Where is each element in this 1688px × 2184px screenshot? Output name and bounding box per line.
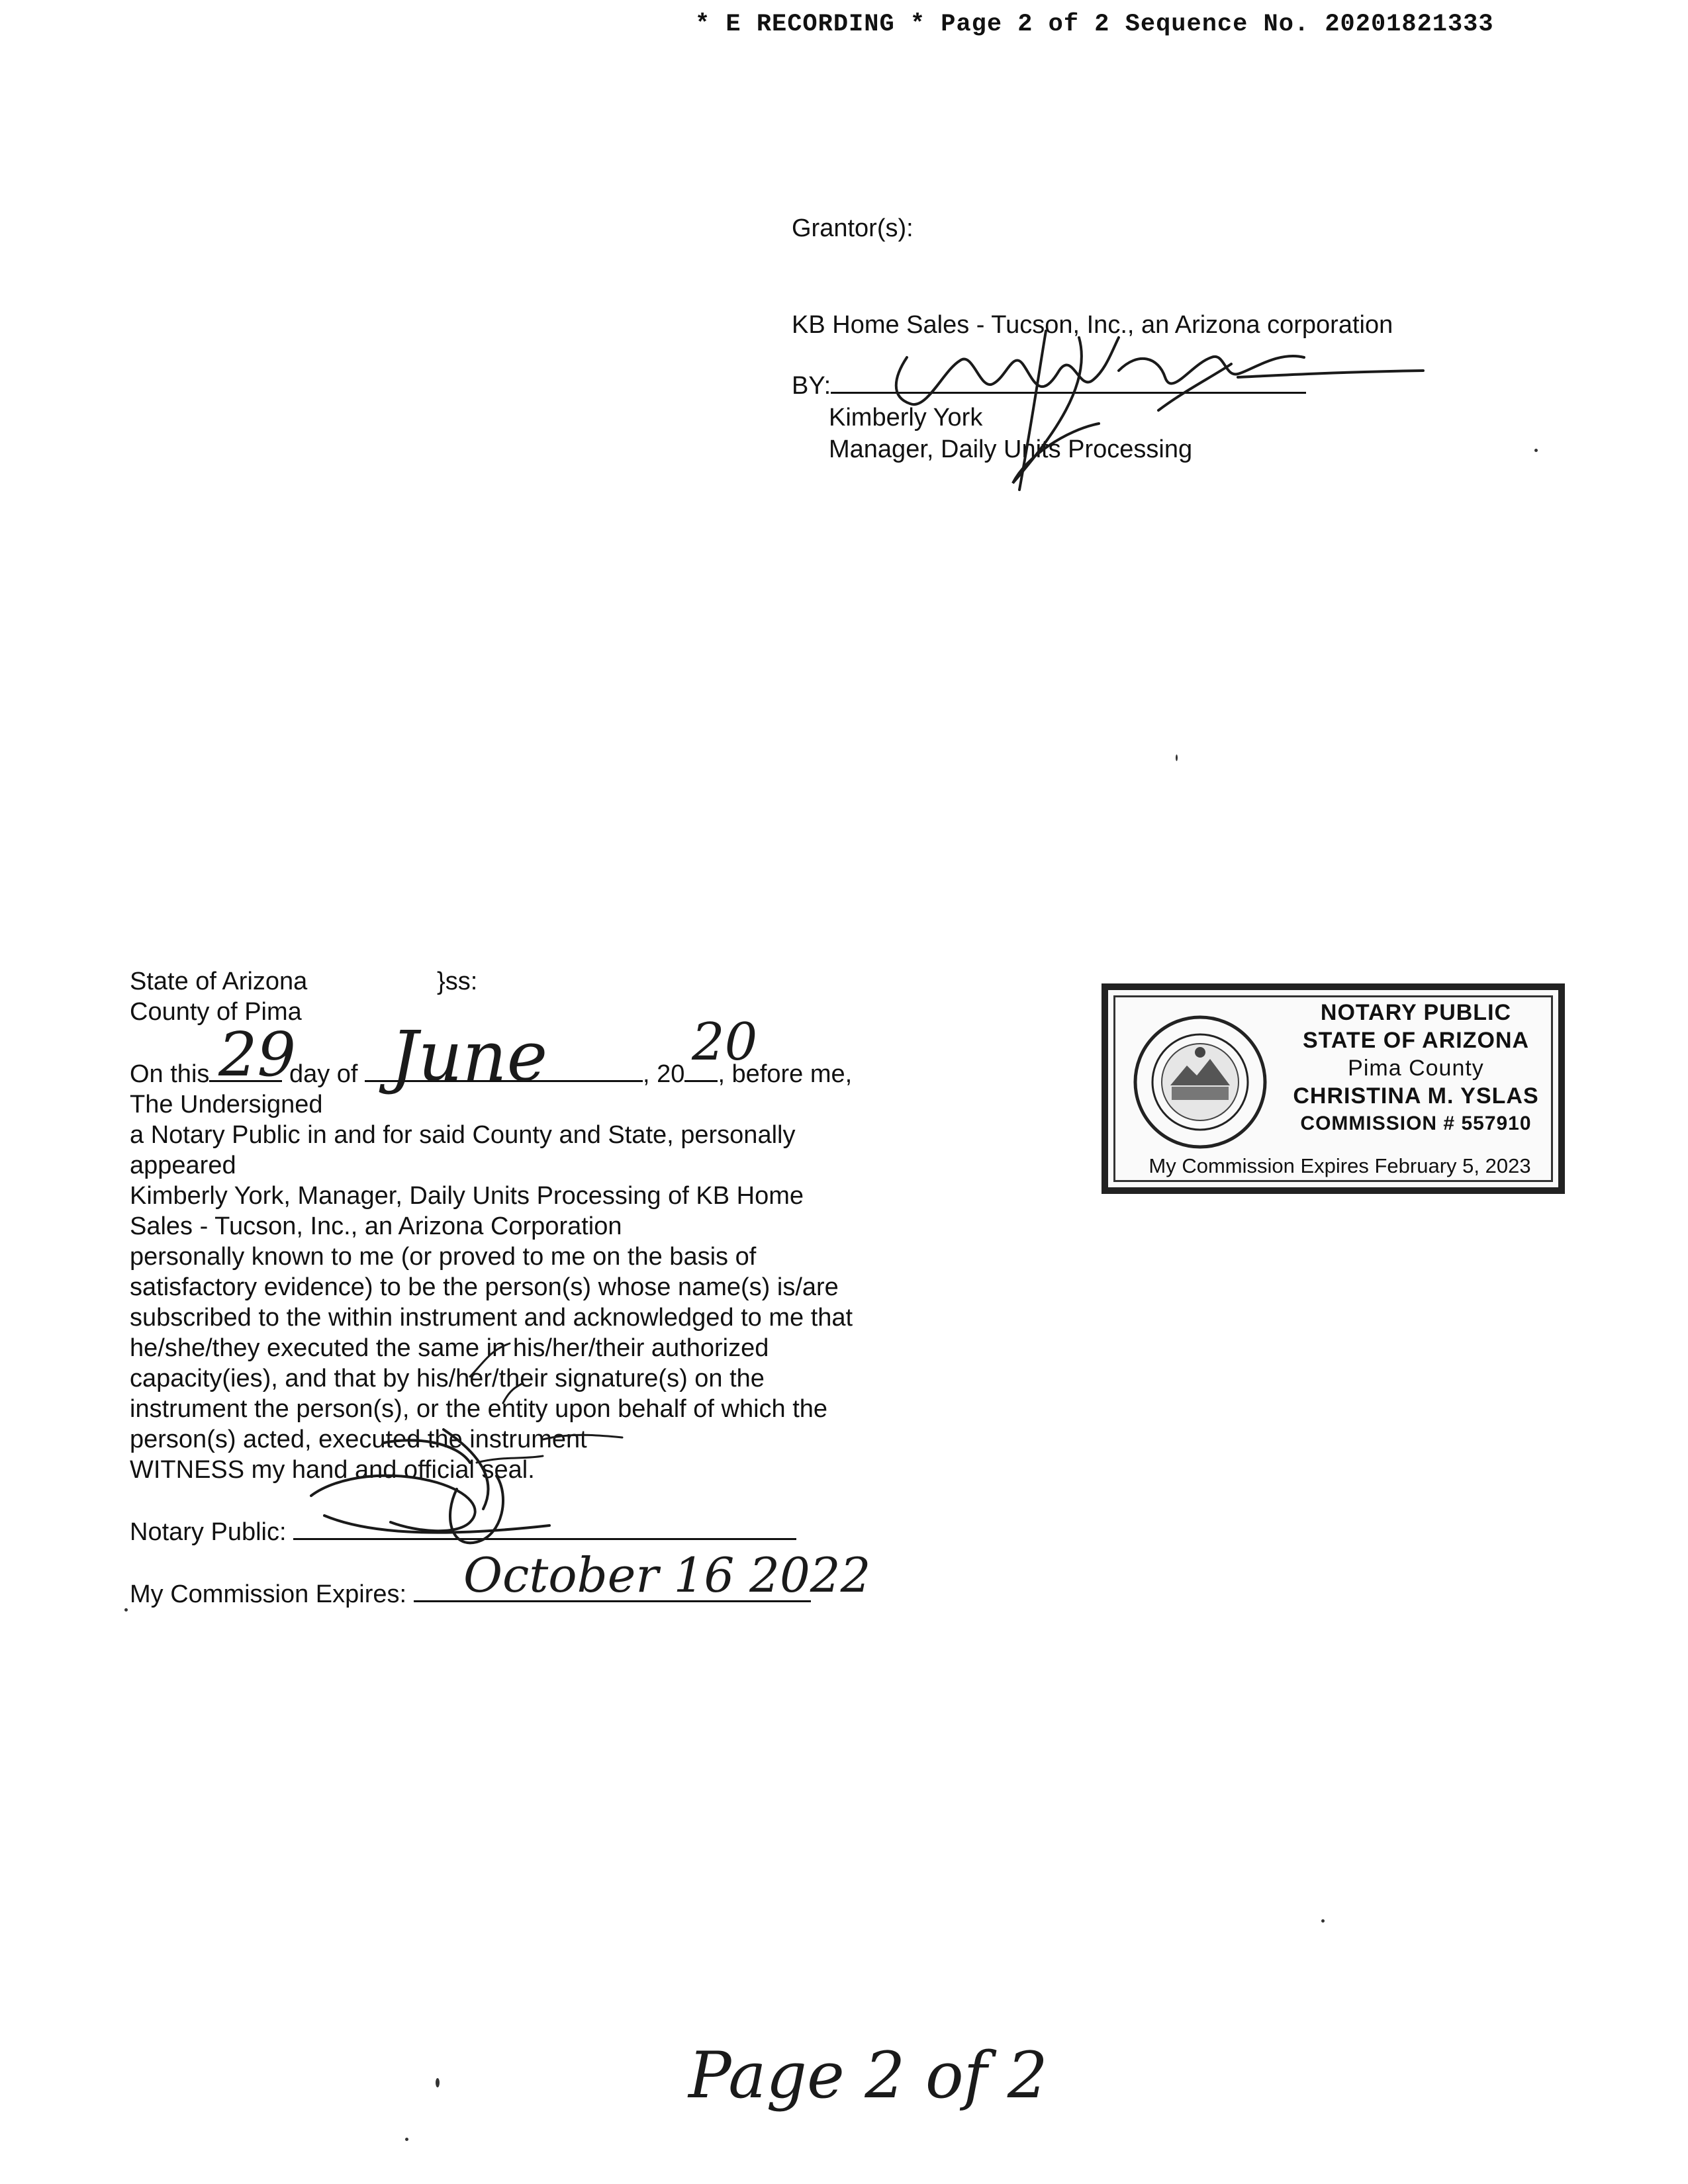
ack-line-11: instrument the person(s), or the entity upon behalf of which the: [130, 1395, 828, 1423]
before-me-label: , before me,: [718, 1060, 853, 1088]
day-of-label: day of: [289, 1060, 358, 1088]
ack-line-1: The Undersigned: [130, 1091, 323, 1118]
scan-speck: [1321, 1919, 1325, 1923]
stamp-notary-name: CHRISTINA M. YSLAS: [1293, 1083, 1539, 1109]
notary-label: Notary Public:: [130, 1518, 287, 1546]
handwritten-year: 20: [692, 1013, 758, 1072]
handwritten-commission-date: October 16 2022: [463, 1547, 871, 1603]
state-line: State of Arizona: [130, 968, 308, 995]
county-line: County of Pima: [130, 998, 302, 1026]
signer-title: Manager, Daily Units Processing: [829, 435, 1193, 463]
grantor-entity: KB Home Sales - Tucson, Inc., an Arizona corporation: [792, 311, 1393, 339]
ack-line-12: person(s) acted, executed the instrument: [130, 1426, 587, 1453]
handwritten-month: June: [391, 1016, 548, 1097]
ack-line-7: satisfactory evidence) to be the person(s) whose name(s) is/are: [130, 1273, 839, 1301]
by-label: BY:: [792, 372, 831, 400]
stamp-expiration: My Commission Expires February 5, 2023: [1149, 1154, 1531, 1177]
on-this-label: On this: [130, 1060, 210, 1088]
ack-line-8: subscribed to the within instrument and acknowledged to me that: [130, 1304, 853, 1332]
ack-line-2: a Notary Public in and for said County and State, personally: [130, 1121, 796, 1149]
recording-header: * E RECORDING * Page 2 of 2 Sequence No. 20201821333: [695, 11, 1494, 38]
notary-stamp: [1102, 983, 1565, 1194]
ack-line-9: he/she/they executed the same in his/her/their authorized: [130, 1334, 769, 1362]
year-blank: [684, 1080, 718, 1082]
ack-line-4: Kimberly York, Manager, Daily Units Processing of KB Home: [130, 1182, 804, 1210]
scan-speck: [1176, 754, 1178, 761]
ack-line-10: capacity(ies), and that by his/her/their signature(s) on the: [130, 1365, 765, 1392]
ack-line-3: appeared: [130, 1152, 236, 1179]
ss-mark: }ss:: [437, 968, 478, 995]
ack-line-13: WITNESS my hand and official seal.: [130, 1456, 535, 1484]
commission-label: My Commission Expires:: [130, 1580, 407, 1608]
signer-name: Kimberly York: [829, 404, 983, 432]
stamp-notary-public: NOTARY PUBLIC: [1320, 1000, 1512, 1025]
scan-speck: [124, 1608, 128, 1612]
grantor-signature: [880, 311, 1450, 503]
ack-line-5: Sales - Tucson, Inc., an Arizona Corporation: [130, 1212, 622, 1240]
ink-overmarks: [463, 1324, 768, 1469]
stamp-commission-number: COMMISSION # 557910: [1300, 1113, 1532, 1134]
year-prefix: , 20: [643, 1060, 685, 1088]
grantor-heading: Grantor(s):: [792, 214, 914, 242]
scan-speck: [405, 2138, 408, 2141]
stamp-county: Pima County: [1348, 1056, 1484, 1081]
scan-speck: [1534, 449, 1538, 452]
arizona-seal-icon: [1131, 1013, 1270, 1152]
scan-speck: [436, 2078, 440, 2087]
stamp-state: STATE OF ARIZONA: [1302, 1028, 1530, 1053]
ack-line-6: personally known to me (or proved to me on the basis of: [130, 1243, 757, 1271]
handwritten-page-number: Page 2 of 2: [688, 2038, 1048, 2113]
handwritten-day: 29: [218, 1019, 297, 1090]
